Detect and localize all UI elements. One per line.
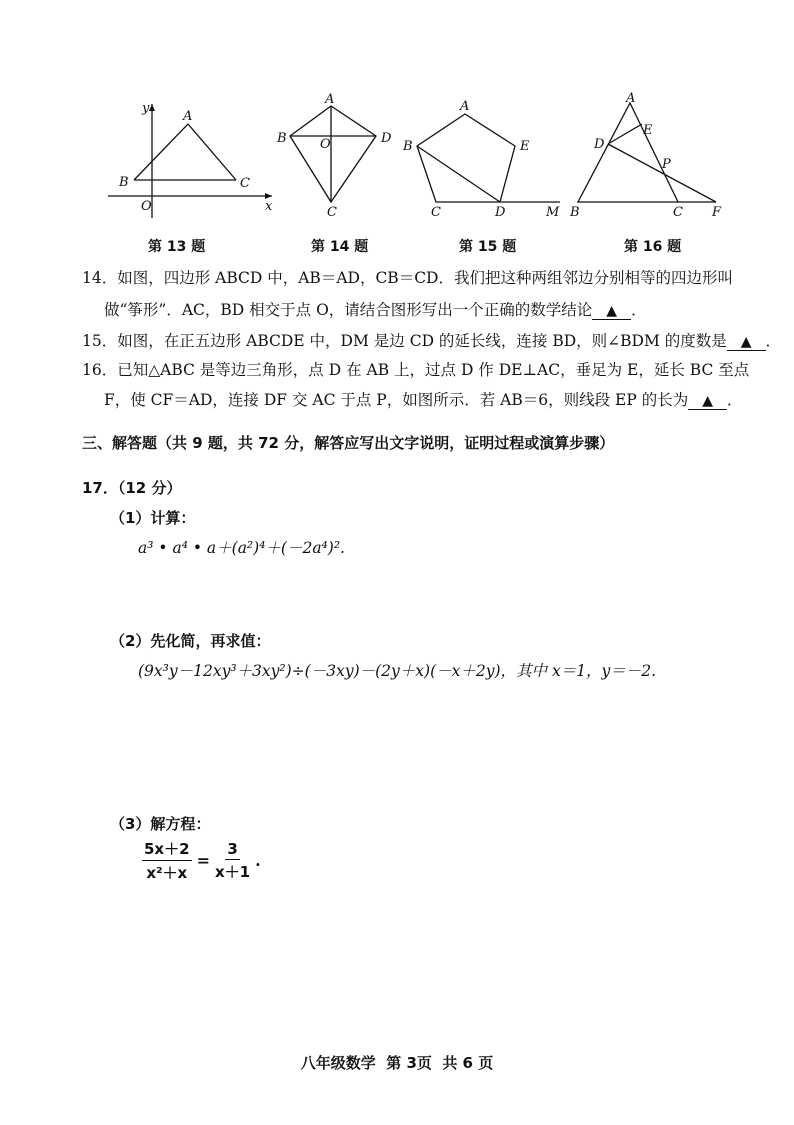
equals-sign: =	[196, 851, 210, 870]
q17-part3-label: （3）解方程：	[110, 815, 211, 833]
section3-heading: 三、解答题（共 9 题，共 72 分，解答应写出文字说明，证明过程或演算步骤）	[82, 434, 615, 452]
figure-15	[402, 99, 560, 220]
fig16-label-C: C	[673, 205, 683, 220]
fig16-label-D: D	[594, 137, 605, 152]
fig15-label-B: B	[403, 139, 413, 154]
q17-part2-expression: (9x³y－12xy³＋3xy²)÷(－3xy)－(2y＋x)(－x＋2y)，其中 x＝1，y＝－2.	[138, 662, 657, 680]
fig14-label-B: B	[277, 131, 287, 146]
fig13-label-A: A	[183, 109, 193, 124]
fig16-label-P: P	[662, 157, 671, 172]
equation-end: .	[255, 851, 261, 870]
q14-end: ．	[631, 301, 647, 319]
q15-line1	[82, 329, 781, 351]
fig13-label-C: C	[240, 176, 250, 191]
fig13-label-O: O	[141, 199, 152, 214]
q16-line2	[104, 388, 743, 410]
fig15-label-D: D	[495, 205, 506, 220]
lhs-denominator: x²＋x	[146, 864, 188, 882]
fig15-label-M: M	[546, 205, 560, 220]
q15-end: ．	[765, 332, 782, 350]
figure-14	[276, 92, 392, 220]
fig15-label-E: E	[520, 139, 530, 154]
fig16-label-A: A	[626, 91, 636, 106]
rhs-denominator: x＋1	[214, 862, 251, 881]
q15-text: 15．如图，在正五边形 ABCDE 中，DM 是边 CD 的延长线，连接 BD，则∠BDM 的度数是	[82, 332, 727, 350]
q14-text: 做“筝形”．AC，BD 相交于点 O，请结合图形写出一个正确的数学结论	[104, 301, 593, 319]
figure-13	[108, 101, 273, 218]
q16-line1: 16．已知△ABC 是等边三角形，点 D 在 AB 上，过点 D 作 DE⊥AC，垂足为 E，延长 BC 至点	[82, 361, 750, 379]
q16-end: ．	[726, 391, 743, 409]
q17-part2-label: （2）先化简，再求值：	[110, 632, 271, 650]
fig16-label-E: E	[643, 123, 653, 138]
q15-answer-blank[interactable]: ▲	[727, 334, 766, 351]
caption-fig13: 第 13 题	[148, 239, 206, 255]
fig14-label-O: O	[320, 137, 331, 152]
figures	[0, 90, 794, 235]
fig14-label-C: C	[327, 205, 337, 220]
q17-part1-label: （1）计算：	[110, 509, 196, 527]
q14-line1: 14．如图，四边形 ABCD 中，AB＝AD，CB＝CD．我们把这种两组邻边分别相等的四边形叫	[82, 269, 733, 287]
q14-line2	[104, 298, 647, 320]
fig13-label-x: x	[265, 199, 273, 214]
lhs-numerator: 5x＋2	[142, 838, 192, 861]
fig15-label-C: C	[431, 205, 441, 220]
figure-16	[569, 91, 722, 220]
q16-answer-blank[interactable]: ▲	[688, 393, 727, 410]
fig14-label-D: D	[381, 131, 392, 146]
rhs-fraction	[215, 840, 250, 882]
fig13-label-y: y	[142, 101, 150, 116]
fig16-label-B: B	[570, 205, 580, 220]
fig15-label-A: A	[460, 99, 470, 114]
q17-heading: 17．（12 分）	[82, 479, 182, 497]
caption-fig15: 第 15 题	[459, 239, 517, 255]
fig14-label-A: A	[325, 92, 335, 107]
caption-fig16: 第 16 题	[624, 239, 682, 255]
q17-part1-expression: a³ • a⁴ • a＋(a²)⁴＋(－2a⁴)².	[138, 539, 345, 557]
q14-answer-blank[interactable]: ▲	[592, 303, 631, 320]
q17-part3-equation	[142, 838, 261, 883]
rhs-numerator: 3	[227, 839, 238, 858]
fig13-label-B: B	[119, 175, 129, 190]
caption-fig14: 第 14 题	[311, 239, 369, 255]
lhs-fraction	[142, 838, 192, 883]
q16-text: F，使 CF＝AD，连接 DF 交 AC 于点 P，如图所示．若 AB＝6，则线段 EP 的长为	[104, 391, 689, 409]
page-footer: 八年级数学 第 3页 共 6 页	[300, 1054, 494, 1072]
fig16-label-F: F	[712, 205, 722, 220]
